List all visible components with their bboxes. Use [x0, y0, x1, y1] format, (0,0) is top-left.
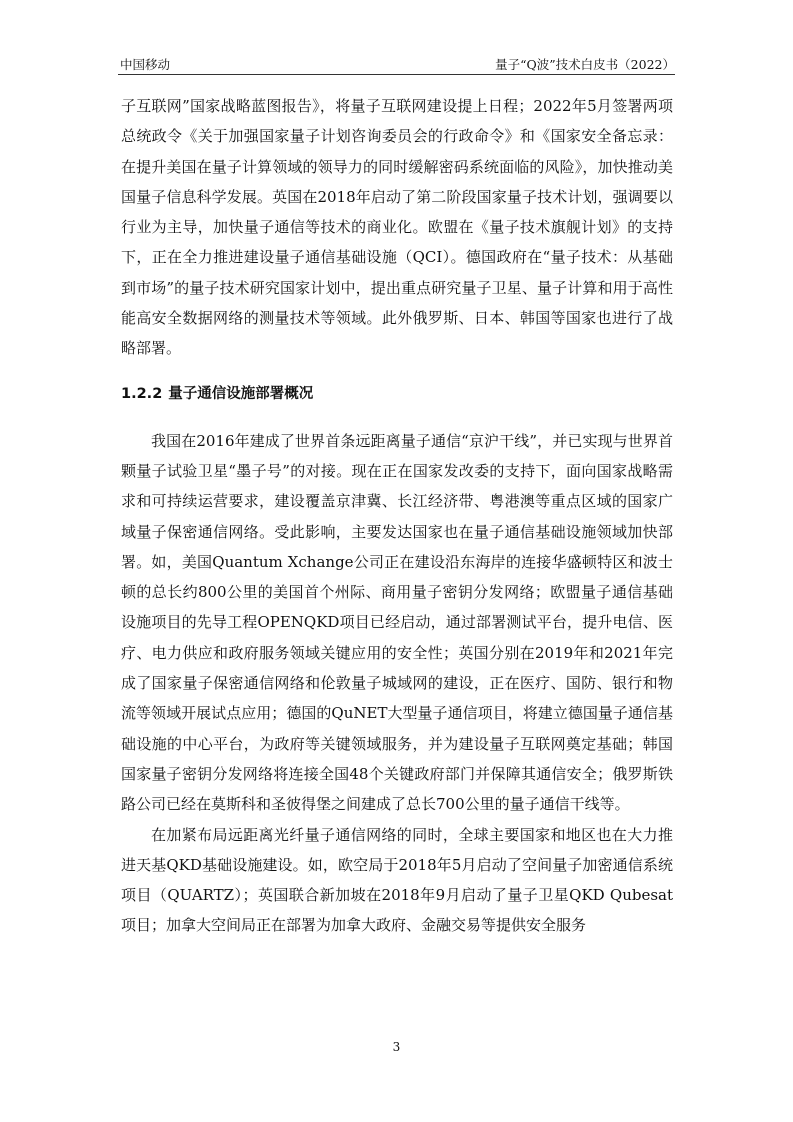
page-body	[121, 91, 673, 941]
paragraph: 我国在2016年建成了世界首条远距离量子通信“京沪干线”，并已实现与世界首颗量子试验卫星“墨子号”的对接。现在正在国家发改委的支持下，面向国家战略需求和可持续运营要求，建设覆盖京津冀、长江经济带、粤港澳等重点区域的国家广域量子保密通信网络。受此影响，主要发达国家也在量子通信基础设施领域加快部署。如，美国Quantum Xchange公司正在建设沿东海岸的连接华盛顿特区和波士顿的总长约800公里的美国首个州际、商用量子密钥分发网络；欧盟量子通信基础设施项目的先导工程OPENQKD项目已经启动，通过部署测试平台，提升电信、医疗、电力供应和政府服务领域关键应用的安全性；英国分别在2019年和2021年完成了国家量子保密通信网络和伦敦量子城域网的建设，正在医疗、国防、银行和物流等领域开展试点应用；德国的QuNET大型量子通信项目，将建立德国量子通信基础设施的中心平台，为政府等关键领域服务，并为建设量子互联网奠定基础；韩国国家量子密钥分发网络将连接全国48个关键政府部门并保障其通信安全；俄罗斯铁路公司已经在莫斯科和圣彼得堡之间建成了总长700公里的量子通信干线等。	[121, 431, 673, 814]
page-header	[118, 52, 675, 75]
paragraph-continued: 子互联网”国家战略蓝图报告》，将量子互联网建设提上日程；2022年5月签署两项总统政令《关于加强国家量子计划咨询委员会的行政命令》和《国家安全备忘录：在提升美国在量子计算领域的领导力的同时缓解密码系统面临的风险》，加快推动美国量子信息科学发展。英国在2018年启动了第二阶段国家量子技术计划，强调要以行业为主导，加快量子通信等技术的商业化。欧盟在《量子技术旗舰计划》的支持下，正在全力推进建设量子通信基础设施（QCI）。德国政府在“量子技术：从基础到市场”的量子技术研究国家计划中，提出重点研究量子卫星、量子计算和用于高性能高安全数据网络的测量技术等领域。此外俄罗斯、日本、韩国等国家也进行了战略部署。	[121, 97, 673, 358]
header-document-title: 量子“Q波”技术白皮书（2022）	[495, 57, 675, 72]
section-title: 量子通信设施部署概况	[168, 385, 314, 402]
section-number: 1.2.2	[121, 385, 163, 402]
header-organization: 中国移动	[120, 57, 171, 72]
page-number: 3	[392, 1040, 401, 1054]
paragraph: 在加紧布局远距离光纤量子通信网络的同时，全球主要国家和地区也在大力推进天基QKD基础设施建设。如，欧空局于2018年5月启动了空间量子加密通信系统项目（QUARTZ）；英国联合新加坡在2018年9月启动了量子卫星QKD Qubesat项目；加拿大空间局正在部署为加拿大政府、金融交易等提供安全服务	[121, 825, 673, 935]
section-heading	[121, 379, 673, 409]
